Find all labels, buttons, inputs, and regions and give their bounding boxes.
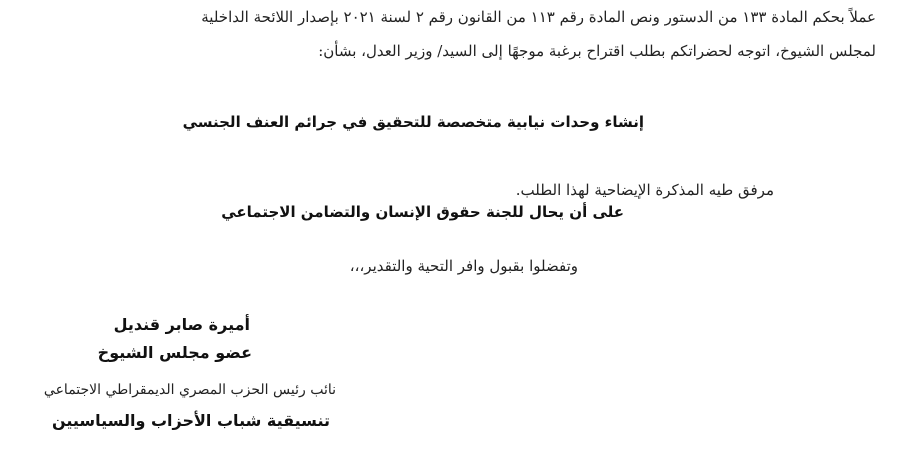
intro-line-1: عملاً بحكم المادة ١٣٣ من الدستور ونص المادة رقم ١١٣ من القانون رقم ٢ لسنة ٢٠٢١ بإصدار اللائحة الداخلية: [201, 8, 876, 26]
attachment-note: مرفق طيه المذكرة الإيضاحية لهذا الطلب.: [515, 181, 774, 199]
intro-line-2: لمجلس الشيوخ، اتوجه لحضراتكم بطلب اقتراح برغبة موجهًا إلى السيد/ وزير العدل، بشأن:: [318, 42, 876, 60]
signatory-party-role: نائب رئيس الحزب المصري الديمقراطي الاجتماعي: [43, 382, 336, 398]
request-subject: إنشاء وحدات نيابية متخصصة للتحقيق في جرائم العنف الجنسي: [182, 113, 644, 131]
signatory-title: عضو مجلس الشيوخ: [97, 343, 252, 362]
signatory-name: أميرة صابر قنديل: [113, 315, 250, 334]
signatory-coordinator-role: تنسيقية شباب الأحزاب والسياسيين: [51, 411, 330, 430]
committee-referral: على أن يحال للجنة حقوق الإنسان والتضامن الاجتماعي: [221, 203, 624, 221]
closing-greeting: وتفضلوا بقبول وافر التحية والتقدير،،،: [349, 257, 578, 275]
